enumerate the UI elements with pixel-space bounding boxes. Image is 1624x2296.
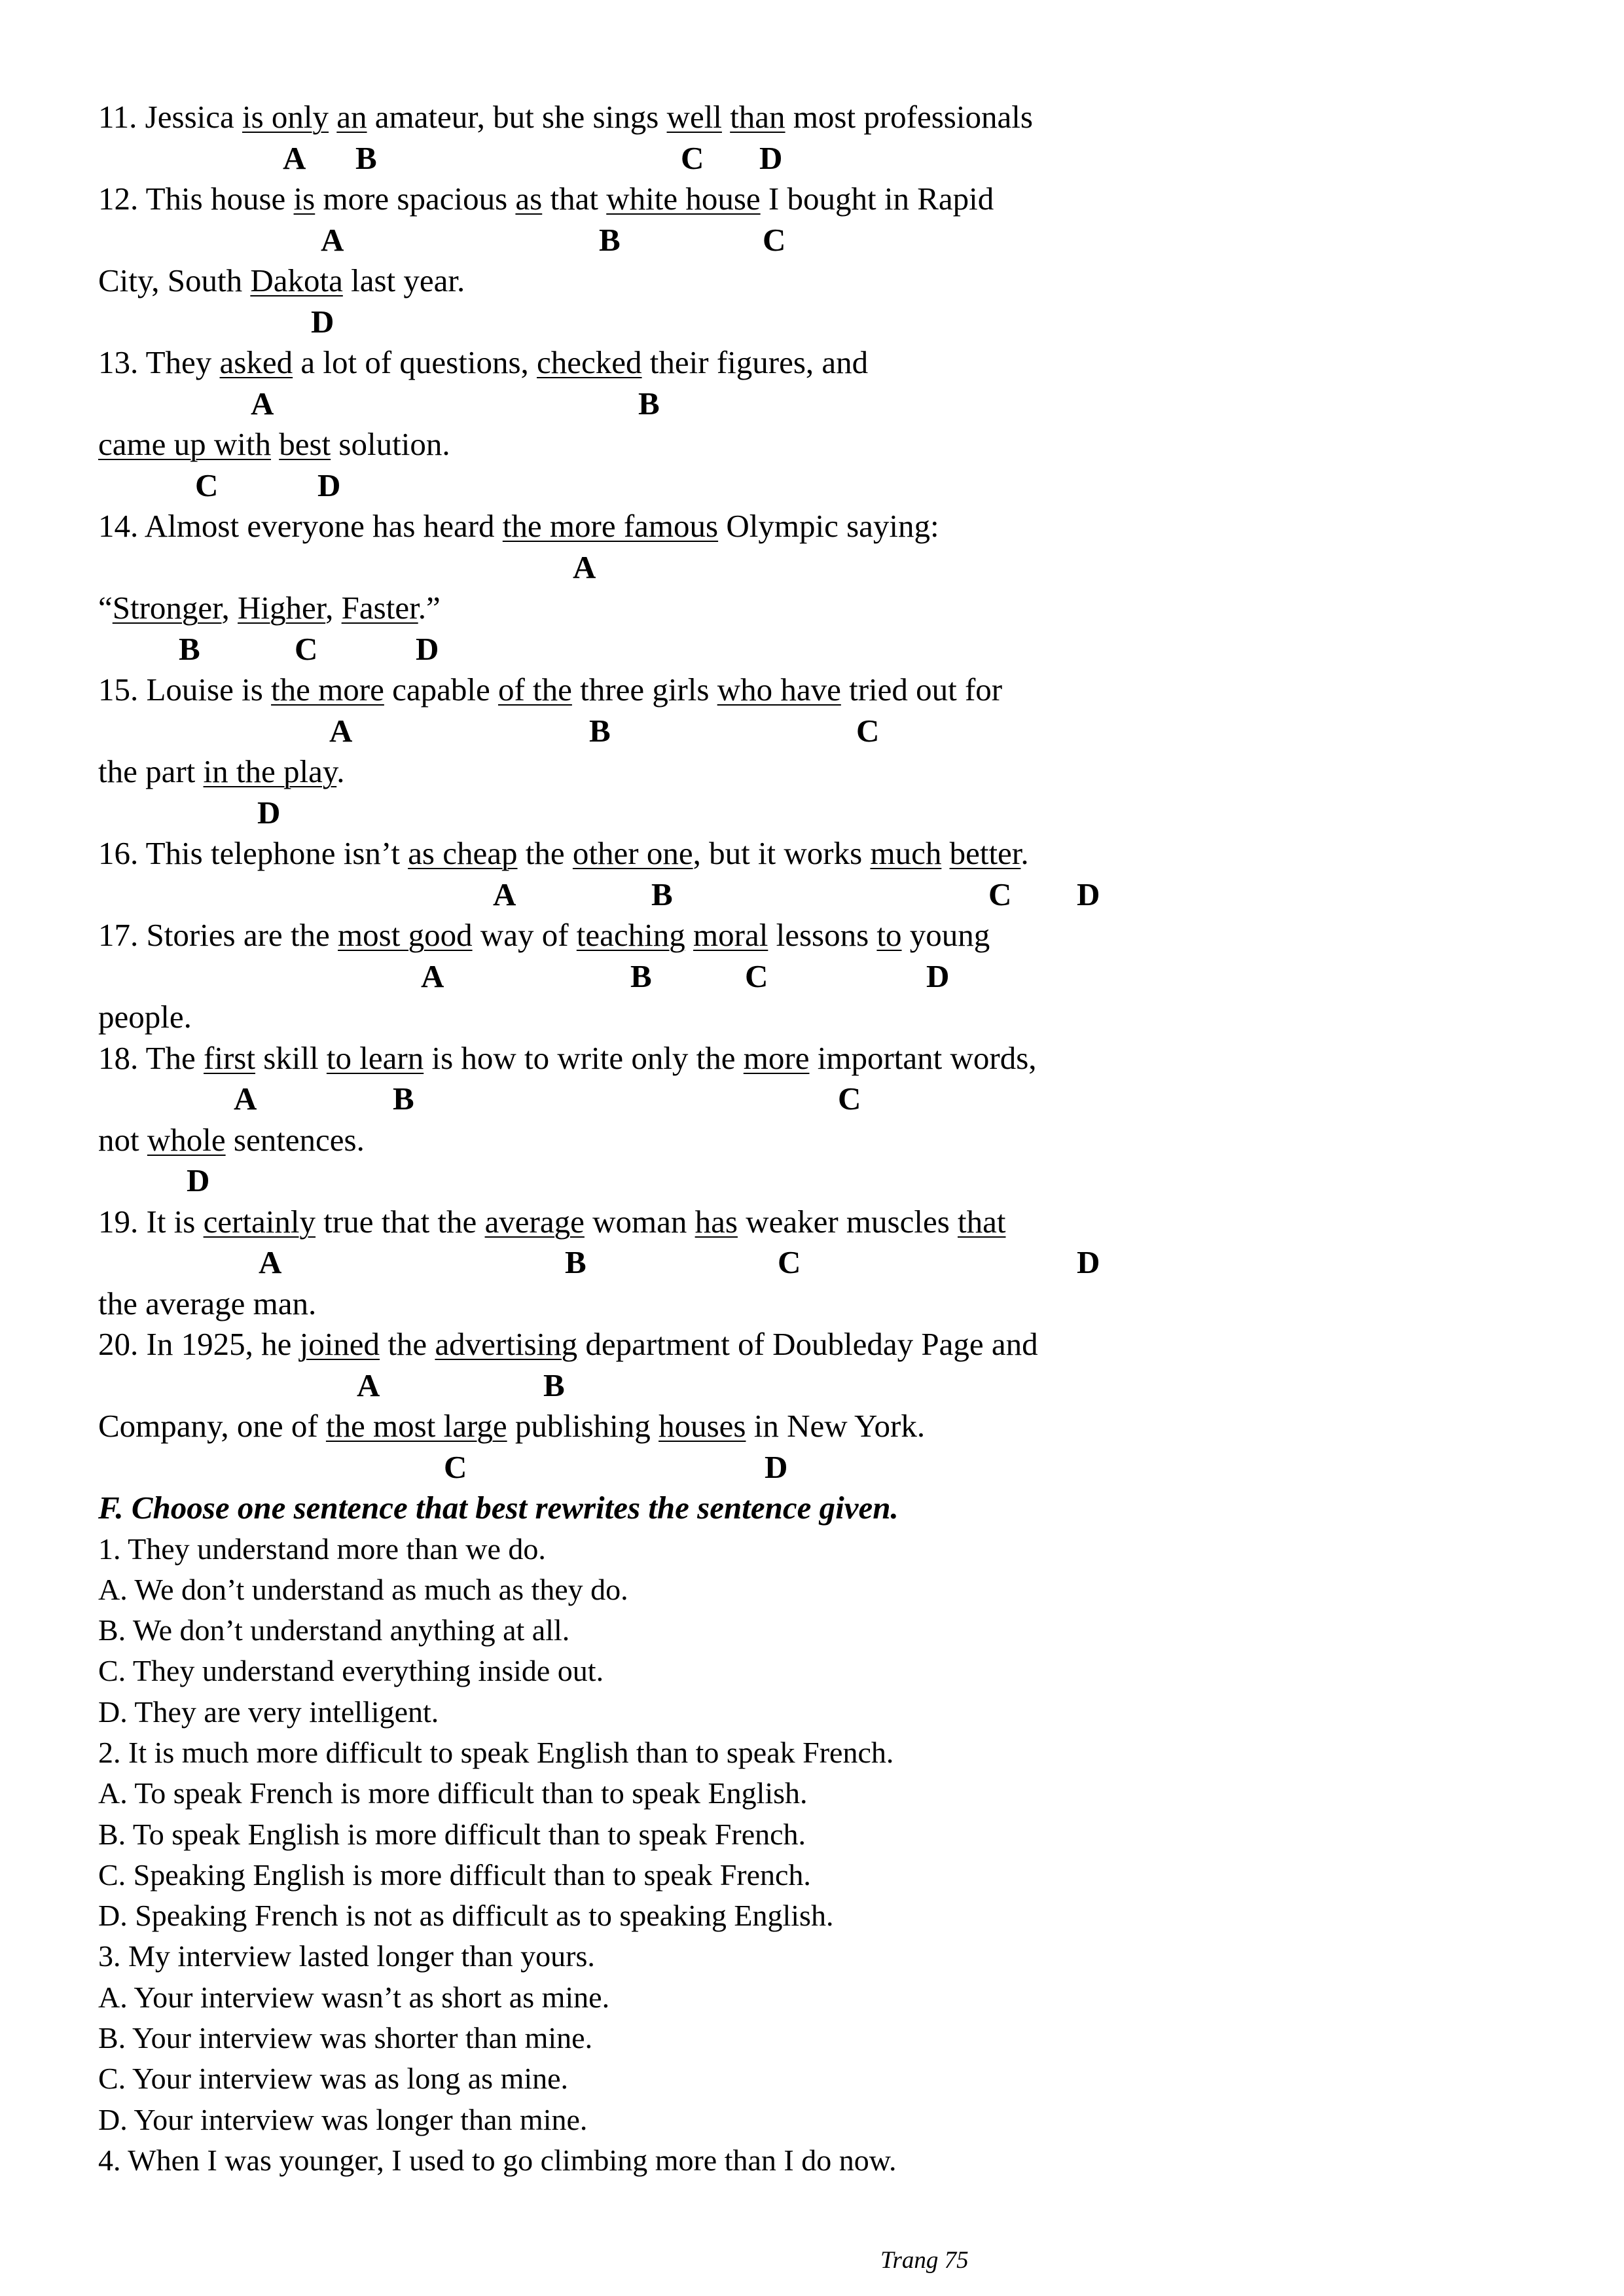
text-segment: . — [1020, 835, 1029, 871]
text-segment: tried out for — [840, 672, 1003, 708]
text-segment: the — [517, 835, 573, 871]
section-f-option-a: A. Your interview wasn’t as short as mine. — [98, 1980, 610, 2014]
text-segment: way of — [472, 917, 577, 953]
text-segment: that — [542, 181, 607, 217]
question-17-line — [98, 915, 1538, 956]
text-segment: is how to write only the — [424, 1039, 744, 1076]
underlined-option-d: houses — [659, 1408, 746, 1444]
text-segment: 13. They — [98, 344, 220, 380]
option-letter-b: B — [651, 876, 673, 912]
question-11-option-letters — [98, 138, 1538, 179]
question-18-line — [98, 1038, 1538, 1079]
question-19-line — [98, 1202, 1538, 1243]
underlined-option-a: certainly — [203, 1203, 316, 1240]
underlined-option-a: the more famous — [502, 508, 719, 544]
option-letter-a: A — [234, 1081, 257, 1117]
underlined-option-c: much — [870, 835, 942, 871]
option-letter-d: D — [311, 303, 334, 340]
text-segment: three girls — [571, 672, 717, 708]
underlined-option-c: Higher — [238, 590, 326, 626]
section-f-option-d: D. Speaking French is not as difficult as to speaking English. — [98, 1899, 834, 1933]
underlined-option-c: the most large — [325, 1408, 507, 1444]
text-segment: “ — [98, 590, 113, 626]
option-letter-c: C — [763, 221, 786, 258]
question-12-option-letters — [98, 220, 1538, 261]
underlined-option-c: came up with — [98, 426, 271, 462]
option-letter-b: B — [630, 958, 652, 994]
question-13-line — [98, 342, 1538, 384]
question-12-option-letters-2 — [98, 302, 1538, 343]
text-segment: 16. This telephone isn’t — [98, 835, 408, 871]
question-17-line-2 — [98, 997, 1538, 1038]
text-segment: 19. It is — [98, 1203, 204, 1240]
text-segment: 12. This house — [98, 181, 294, 217]
question-19-option-letters — [98, 1242, 1538, 1283]
question-15-option-letters-2 — [98, 793, 1538, 834]
question-19-line-2 — [98, 1283, 1538, 1325]
text-segment — [271, 426, 279, 462]
underlined-option-c: who have — [717, 672, 841, 708]
text-segment: a lot of questions, — [293, 344, 537, 380]
question-20-line-2 — [98, 1406, 1538, 1447]
text-segment — [329, 99, 336, 135]
question-17-option-letters — [98, 956, 1538, 997]
text-segment — [722, 99, 730, 135]
option-letter-d: D — [317, 467, 341, 503]
underlined-option-a: most good — [338, 917, 473, 953]
option-letter-d: D — [759, 139, 783, 176]
question-14-option-letters — [98, 547, 1538, 588]
text-segment: , — [325, 590, 342, 626]
underlined-option-c: white house — [606, 181, 761, 217]
underlined-option-b: Stronger — [112, 590, 222, 626]
text-segment: City, South — [98, 262, 251, 298]
option-letter-b: B — [599, 221, 621, 258]
section-f-option-c: C. They understand everything inside out. — [98, 1654, 604, 1688]
underlined-option-b: teaching — [576, 917, 685, 953]
underlined-option-d: better — [949, 835, 1021, 871]
underlined-option-d: to — [876, 917, 902, 953]
text-segment: most professionals — [785, 99, 1033, 135]
question-16-option-letters — [98, 874, 1538, 916]
option-letter-a: A — [573, 548, 596, 585]
question-20-option-letters-2 — [98, 1447, 1538, 1488]
text-segment: true that the — [316, 1203, 485, 1240]
option-letter-a: A — [283, 139, 306, 176]
question-14-option-letters-2 — [98, 629, 1538, 670]
option-letter-b: B — [179, 630, 200, 667]
underlined-option-d: than — [730, 99, 785, 135]
text-segment: , but it works — [693, 835, 871, 871]
underlined-option-d: Faster — [341, 590, 418, 626]
section-f-question-3: 3. My interview lasted longer than yours. — [98, 1939, 595, 1973]
underlined-option-c: has — [695, 1203, 738, 1240]
text-segment: weaker muscles — [737, 1203, 958, 1240]
option-letter-b: B — [565, 1244, 586, 1280]
text-segment — [685, 917, 693, 953]
section-f-option-b: B. We don’t understand anything at all. — [98, 1613, 570, 1647]
underlined-option-b: an — [336, 99, 367, 135]
text-segment: Olympic saying: — [718, 508, 939, 544]
underlined-option-d: that — [958, 1203, 1006, 1240]
option-letter-a: A — [251, 385, 274, 422]
question-20-line — [98, 1324, 1538, 1365]
option-letter-a: A — [329, 712, 353, 749]
text-segment: 11. Jessica — [98, 99, 242, 135]
section-f-option-b: B. To speak English is more difficult than to speak French. — [98, 1817, 806, 1851]
option-letter-c: C — [681, 139, 704, 176]
underlined-option-b: average — [484, 1203, 585, 1240]
question-13-option-letters-2 — [98, 465, 1538, 507]
text-segment: woman — [584, 1203, 695, 1240]
page-number: Trang 75 — [880, 2247, 969, 2274]
question-13-option-letters — [98, 384, 1538, 425]
option-letter-d: D — [1077, 876, 1100, 912]
underlined-option-a: joined — [299, 1326, 380, 1362]
underlined-option-b: as — [515, 181, 543, 217]
question-12-line — [98, 179, 1538, 220]
underlined-option-c: more — [743, 1039, 810, 1076]
text-segment: the average man. — [98, 1285, 317, 1321]
section-f-option-d: D. They are very intelligent. — [98, 1695, 439, 1729]
question-15-line-2 — [98, 751, 1538, 793]
text-segment: department of Doubleday Page and — [577, 1326, 1038, 1362]
text-segment: more spacious — [315, 181, 516, 217]
question-13-line-2 — [98, 424, 1538, 465]
section-f-heading: F. Choose one sentence that best rewrites the sentence given. — [98, 1490, 899, 1526]
text-segment: sentences. — [225, 1121, 365, 1158]
section-f-option-a: A. We don’t understand as much as they do. — [98, 1572, 628, 1606]
text-segment: last year. — [342, 262, 465, 298]
section-f-question-4: 4. When I was younger, I used to go climbing more than I do now. — [98, 2143, 897, 2177]
option-letter-b: B — [355, 139, 377, 176]
question-18-option-letters-2 — [98, 1160, 1538, 1202]
text-segment: important words, — [809, 1039, 1037, 1076]
text-segment: publishing — [507, 1408, 659, 1444]
text-segment: 20. In 1925, he — [98, 1326, 300, 1362]
option-letter-a: A — [493, 876, 516, 912]
text-segment: . — [336, 753, 345, 789]
option-letter-b: B — [638, 385, 660, 422]
section-f-option-c: C. Your interview was as long as mine. — [98, 2062, 569, 2096]
underlined-option-b: checked — [537, 344, 642, 380]
question-14-line-2 — [98, 588, 1538, 629]
text-segment: solution. — [331, 426, 450, 462]
question-18-option-letters — [98, 1079, 1538, 1120]
option-letter-b: B — [393, 1081, 414, 1117]
option-letter-c: C — [195, 467, 219, 503]
underlined-option-c: moral — [693, 917, 768, 953]
text-segment: .” — [418, 590, 441, 626]
text-segment: lessons — [768, 917, 877, 953]
option-letter-c: C — [778, 1244, 801, 1280]
option-letter-d: D — [926, 958, 950, 994]
option-letter-d: D — [187, 1162, 210, 1198]
underlined-option-d: best — [279, 426, 331, 462]
text-segment: I bought in Rapid — [760, 181, 994, 217]
option-letter-b: B — [543, 1367, 565, 1403]
option-letter-a: A — [421, 958, 444, 994]
question-15-option-letters — [98, 711, 1538, 752]
text-segment: people. — [98, 999, 192, 1035]
underlined-option-b: advertising — [435, 1326, 578, 1362]
underlined-option-c: well — [666, 99, 722, 135]
underlined-option-b: other one — [572, 835, 693, 871]
question-15-line — [98, 670, 1538, 711]
question-12-line-2 — [98, 260, 1538, 302]
question-20-option-letters — [98, 1365, 1538, 1407]
option-letter-a: A — [357, 1367, 380, 1403]
option-letter-c: C — [444, 1448, 467, 1485]
option-letter-d: D — [416, 630, 439, 667]
text-segment: the — [380, 1326, 435, 1362]
text-segment: skill — [255, 1039, 327, 1076]
option-letter-c: C — [856, 712, 880, 749]
underlined-option-a: the more — [271, 672, 384, 708]
option-letter-c: C — [838, 1081, 861, 1117]
document-body — [98, 97, 1538, 2181]
underlined-option-b: of the — [497, 672, 572, 708]
section-f-question-2: 2. It is much more difficult to speak English than to speak French. — [98, 1735, 894, 1769]
text-segment: 14. Almost everyone has heard — [98, 508, 503, 544]
underlined-option-a: is — [293, 181, 316, 217]
text-segment: , — [221, 590, 238, 626]
text-segment: 18. The — [98, 1039, 204, 1076]
section-f-option-a: A. To speak French is more difficult than to speak English. — [98, 1776, 808, 1810]
underlined-option-a: is only — [242, 99, 329, 135]
text-segment: 17. Stories are the — [98, 917, 338, 953]
option-letter-d: D — [765, 1448, 788, 1485]
question-11-line — [98, 97, 1538, 138]
option-letter-b: B — [589, 712, 611, 749]
underlined-option-a: as cheap — [408, 835, 518, 871]
underlined-option-b: to learn — [326, 1039, 424, 1076]
section-f-question-1: 1. They understand more than we do. — [98, 1532, 546, 1566]
text-segment: in New York. — [746, 1408, 926, 1444]
section-f-option-c: C. Speaking English is more difficult than to speak French. — [98, 1857, 811, 1892]
option-letter-c: C — [988, 876, 1012, 912]
text-segment — [941, 835, 949, 871]
text-segment: amateur, but she sings — [367, 99, 667, 135]
option-letter-d: D — [1077, 1244, 1100, 1280]
section-f-option-b: B. Your interview was shorter than mine. — [98, 2021, 593, 2055]
underlined-option-a: asked — [219, 344, 293, 380]
option-letter-d: D — [257, 794, 281, 831]
option-letter-a: A — [321, 221, 344, 258]
text-segment: not — [98, 1121, 147, 1158]
underlined-option-d: in the play — [203, 753, 337, 789]
text-segment: 15. Louise is — [98, 672, 272, 708]
question-14-line — [98, 506, 1538, 547]
text-segment: their figures, and — [641, 344, 869, 380]
underlined-option-a: first — [204, 1039, 255, 1076]
text-segment: capable — [384, 672, 498, 708]
question-18-line-2 — [98, 1120, 1538, 1161]
text-segment: Company, one of — [98, 1408, 326, 1444]
underlined-option-d: Dakota — [250, 262, 343, 298]
text-segment: young — [901, 917, 990, 953]
section-f-option-d: D. Your interview was longer than mine. — [98, 2102, 588, 2136]
option-letter-a: A — [259, 1244, 282, 1280]
option-letter-c: C — [745, 958, 768, 994]
text-segment: the part — [98, 753, 204, 789]
option-letter-c: C — [295, 630, 318, 667]
question-16-line — [98, 833, 1538, 874]
underlined-option-d: whole — [147, 1121, 226, 1158]
